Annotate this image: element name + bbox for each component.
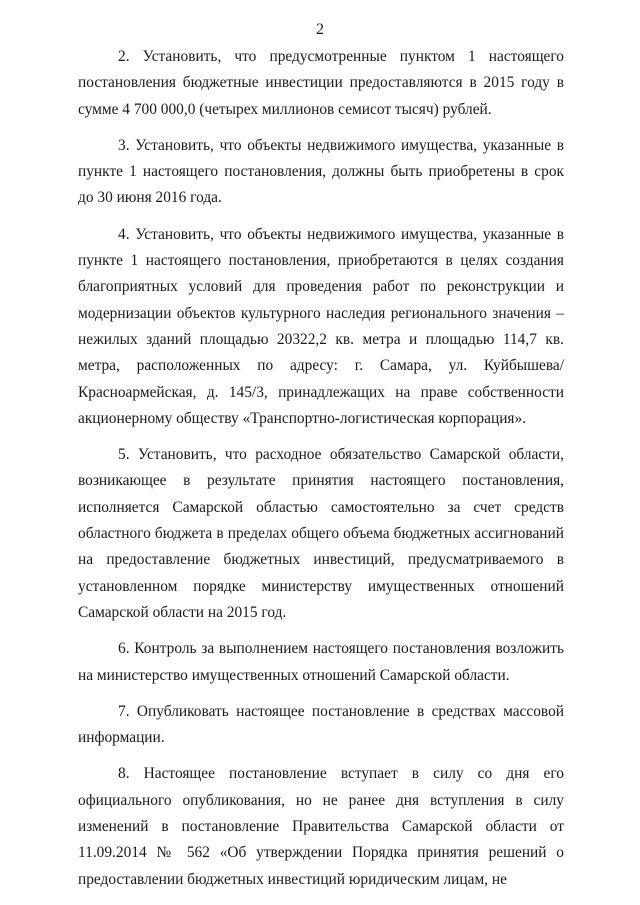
paragraph-4: 4. Установить, что объекты недвижимого имущества, указанные в пункте 1 настоящего постановления, приобретаются в целях создания благоприятных условий для проведения работ по реконструкции и модернизации объектов культурного наследия регионального значения – нежилых зданий площадью 20322,2 кв. метра и площадью 114,7 кв. метра, расположенных по адресу: г. Самара, ул. Куйбышева/Красноармейская, д. 145/3, принадлежащих на праве собственности акционерному обществу «Транспортно-логистическая корпорация». [78,225,564,427]
paragraph-8: 8. Настоящее постановление вступает в силу со дня его официального опубликования, но не ранее дня вступления в силу изменений в постановление Правительства Самарской области от 11.09.2014 № 562 «Об утверждении Порядка принятия решений о предоставлении бюджетных инвестиций юридическим лицам, не [78,765,564,888]
paragraph-2: 2. Установить, что предусмотренные пунктом 1 настоящего постановления бюджетные инвестиции предоставляются в 2015 году в сумме 4 700 000,0 (четырех миллионов семисот тысяч) рублей. [78,48,564,118]
paragraph-6: 6. Контроль за выполнением настоящего постановления возложить на министерство имущественных отношений Самарской области. [78,640,564,684]
document-body [78,44,564,893]
paragraph-5: 5. Установить, что расходное обязательство Самарской области, возникающее в результате принятия настоящего постановления, исполняется Самарской областью самостоятельно за счет средств областного бюджета в пределах общего объема бюджетных ассигнований на предоставление бюджетных инвестиций, предусматриваемого в установленном порядке министерству имущественных отношений Самарской области на 2015 год. [78,446,564,621]
paragraph-3: 3. Установить, что объекты недвижимого имущества, указанные в пункте 1 настоящего постановления, должны быть приобретены в срок до 30 июня 2016 года. [78,136,564,207]
page-number: 2 [316,21,324,38]
paragraph-7: 7. Опубликовать настоящее постановление в средствах массовой информации. [78,702,564,747]
